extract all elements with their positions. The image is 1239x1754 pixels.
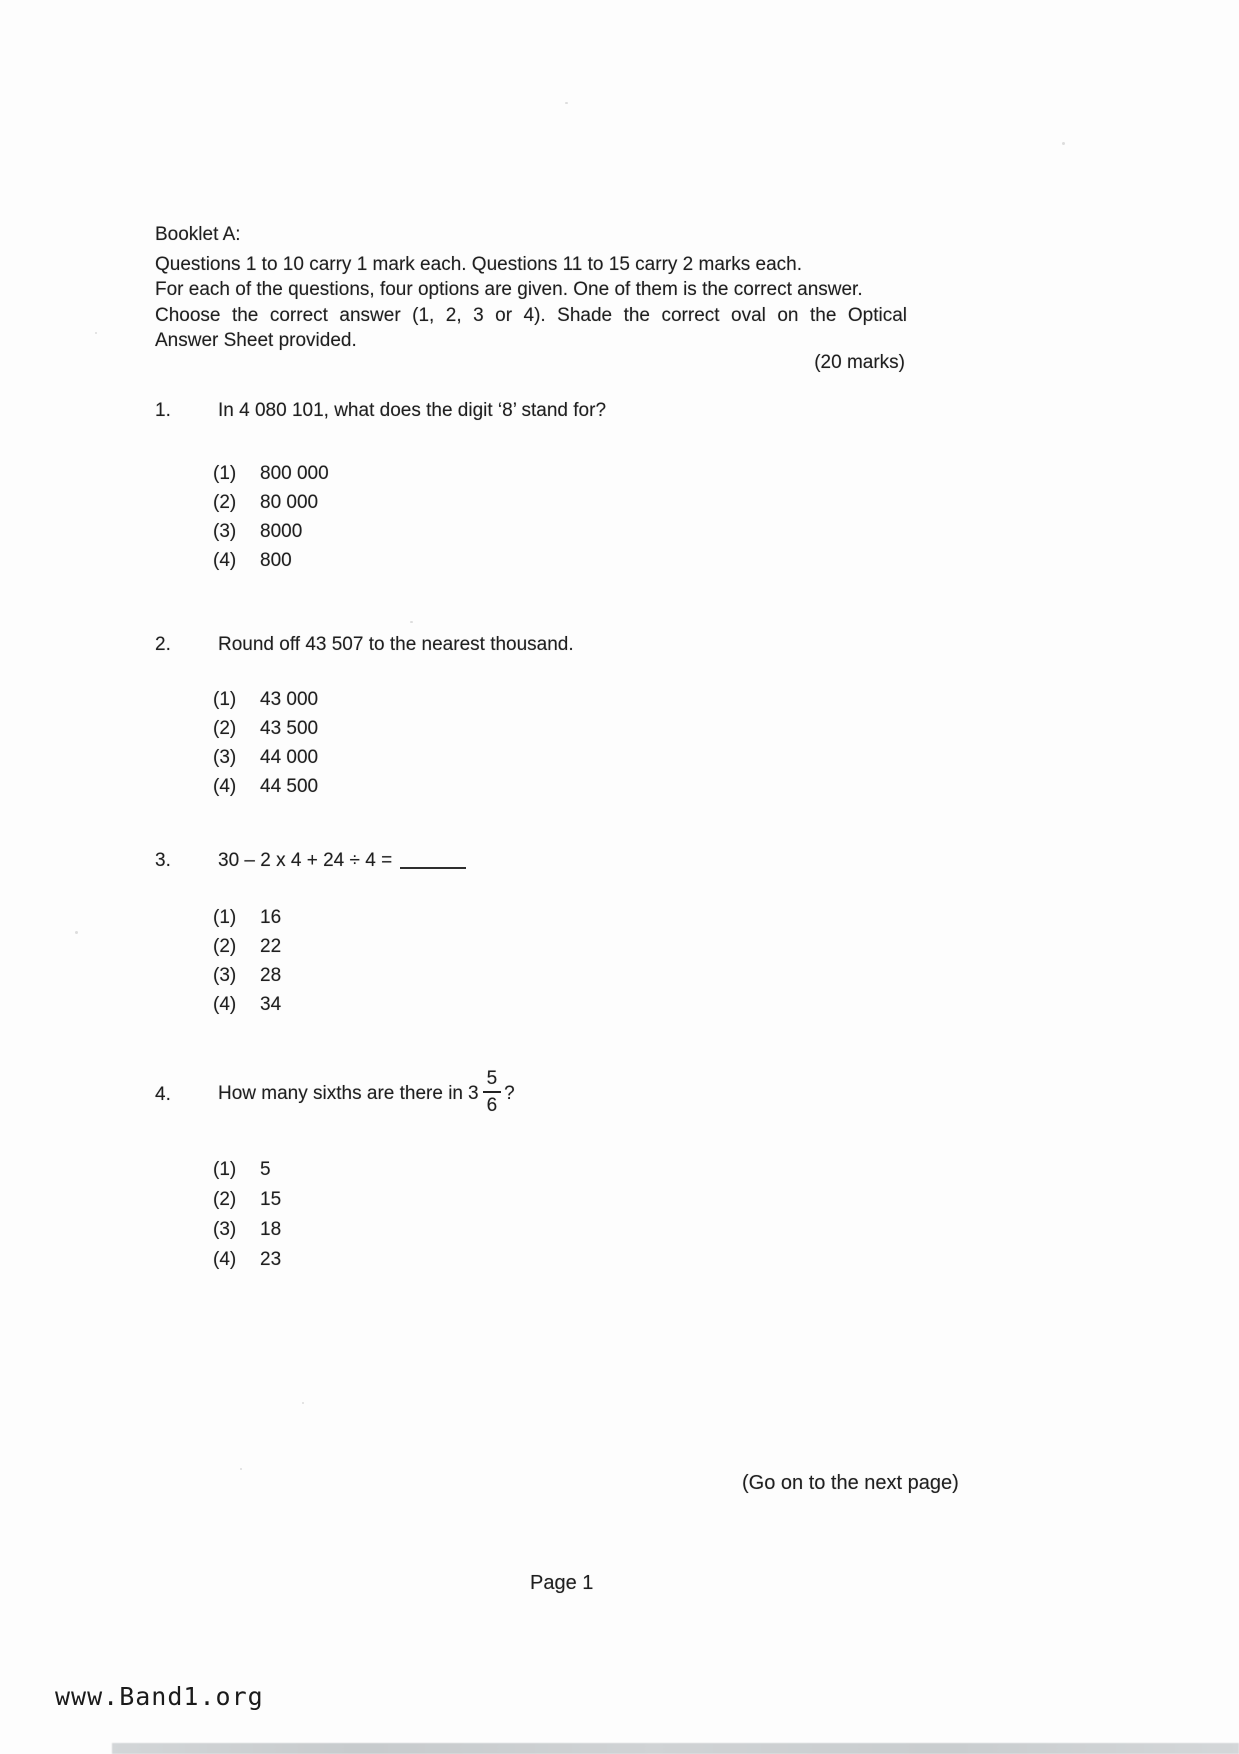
option bbox=[213, 459, 955, 488]
option-label: (1) bbox=[213, 689, 237, 710]
fraction bbox=[483, 1069, 502, 1115]
option-label: (3) bbox=[213, 1219, 237, 1240]
option-value: 8000 bbox=[260, 521, 303, 542]
question-2 bbox=[155, 632, 955, 801]
question-4 bbox=[155, 1066, 955, 1275]
option bbox=[213, 1155, 955, 1185]
option bbox=[213, 961, 955, 990]
options-list bbox=[213, 459, 955, 575]
option-label: (4) bbox=[213, 776, 237, 797]
option-value: 15 bbox=[260, 1189, 282, 1210]
option-label: (1) bbox=[213, 907, 237, 928]
option bbox=[213, 685, 955, 714]
question-3 bbox=[155, 848, 955, 1019]
go-on-next-page-note: (Go on to the next page) bbox=[742, 1472, 959, 1494]
question-text: In 4 080 101, what does the digit ‘8’ stand for? bbox=[218, 400, 607, 421]
options-list bbox=[213, 1155, 955, 1275]
option-value: 44 000 bbox=[260, 747, 319, 768]
question-text bbox=[218, 1068, 955, 1117]
scan-speck bbox=[302, 1402, 304, 1404]
fraction-denominator: 6 bbox=[486, 1095, 498, 1116]
option-label: (1) bbox=[213, 1159, 237, 1180]
options-list bbox=[213, 903, 955, 1019]
scan-edge-stripe bbox=[112, 1743, 1239, 1754]
equation-text: 30 – 2 x 4 + 24 ÷ 4 = bbox=[218, 850, 393, 871]
option-value: 44 500 bbox=[260, 776, 319, 797]
scan-speck bbox=[565, 102, 568, 104]
option bbox=[213, 1185, 955, 1215]
option bbox=[213, 903, 955, 932]
instruction-line: Questions 1 to 10 carry 1 mark each. Questions 11 to 15 carry 2 marks each. bbox=[155, 254, 803, 275]
question-equation bbox=[218, 848, 955, 873]
mixed-number-whole: 3 bbox=[468, 1083, 479, 1105]
question-number: 4. bbox=[155, 1083, 171, 1105]
option-value: 43 500 bbox=[260, 718, 319, 739]
scan-speck bbox=[410, 621, 413, 623]
question-number: 1. bbox=[155, 400, 171, 421]
option-label: (2) bbox=[213, 936, 237, 957]
question-text-prefix: How many sixths are there in bbox=[218, 1083, 463, 1105]
options-list bbox=[213, 685, 955, 801]
option bbox=[213, 546, 955, 575]
question-number: 3. bbox=[155, 850, 171, 871]
option-label: (2) bbox=[213, 492, 237, 513]
header bbox=[155, 222, 907, 354]
option-label: (3) bbox=[213, 521, 237, 542]
option-label: (3) bbox=[213, 747, 237, 768]
option-value: 23 bbox=[260, 1249, 282, 1270]
answer-blank bbox=[400, 853, 466, 869]
option-value: 43 000 bbox=[260, 689, 319, 710]
option-value: 16 bbox=[260, 907, 282, 928]
watermark-url: www.Band1.org bbox=[55, 1682, 264, 1711]
instruction-line: For each of the questions, four options are given. One of them is the correct answer. bbox=[155, 279, 863, 301]
option-label: (2) bbox=[213, 1189, 237, 1210]
option-value: 34 bbox=[260, 994, 282, 1015]
option-value: 22 bbox=[260, 936, 282, 957]
option-value: 28 bbox=[260, 965, 282, 986]
option bbox=[213, 990, 955, 1019]
option bbox=[213, 1215, 955, 1245]
instructions bbox=[155, 252, 907, 354]
scan-speck bbox=[95, 332, 97, 334]
option-value: 5 bbox=[260, 1159, 271, 1180]
question-number: 2. bbox=[155, 634, 171, 655]
option bbox=[213, 517, 955, 546]
scan-speck bbox=[1062, 142, 1065, 145]
option bbox=[213, 1245, 955, 1275]
option bbox=[213, 743, 955, 772]
option-value: 800 bbox=[260, 550, 292, 571]
fraction-numerator: 5 bbox=[483, 1069, 502, 1093]
option-value: 800 000 bbox=[260, 463, 329, 484]
booklet-title: Booklet A: bbox=[155, 224, 241, 245]
scan-speck bbox=[75, 931, 78, 934]
question-text-suffix: ? bbox=[504, 1083, 515, 1105]
scan-speck bbox=[240, 1468, 242, 1470]
marks-label: (20 marks) bbox=[814, 352, 905, 373]
option-value: 80 000 bbox=[260, 492, 319, 513]
question-1 bbox=[155, 398, 955, 575]
page-number: Page 1 bbox=[530, 1572, 594, 1594]
option bbox=[213, 488, 955, 517]
option bbox=[213, 932, 955, 961]
question-text: Round off 43 507 to the nearest thousand. bbox=[218, 634, 574, 655]
option bbox=[213, 714, 955, 743]
option-label: (2) bbox=[213, 718, 237, 739]
option-label: (4) bbox=[213, 994, 237, 1015]
option-value: 18 bbox=[260, 1219, 282, 1240]
option-label: (4) bbox=[213, 550, 237, 571]
option-label: (4) bbox=[213, 1249, 237, 1270]
option bbox=[213, 772, 955, 801]
option-label: (3) bbox=[213, 965, 237, 986]
instruction-line: Choose the correct answer (1, 2, 3 or 4). Shade the correct oval on the Optical bbox=[155, 304, 907, 326]
instruction-line: Answer Sheet provided. bbox=[155, 330, 357, 352]
option-label: (1) bbox=[213, 463, 237, 484]
